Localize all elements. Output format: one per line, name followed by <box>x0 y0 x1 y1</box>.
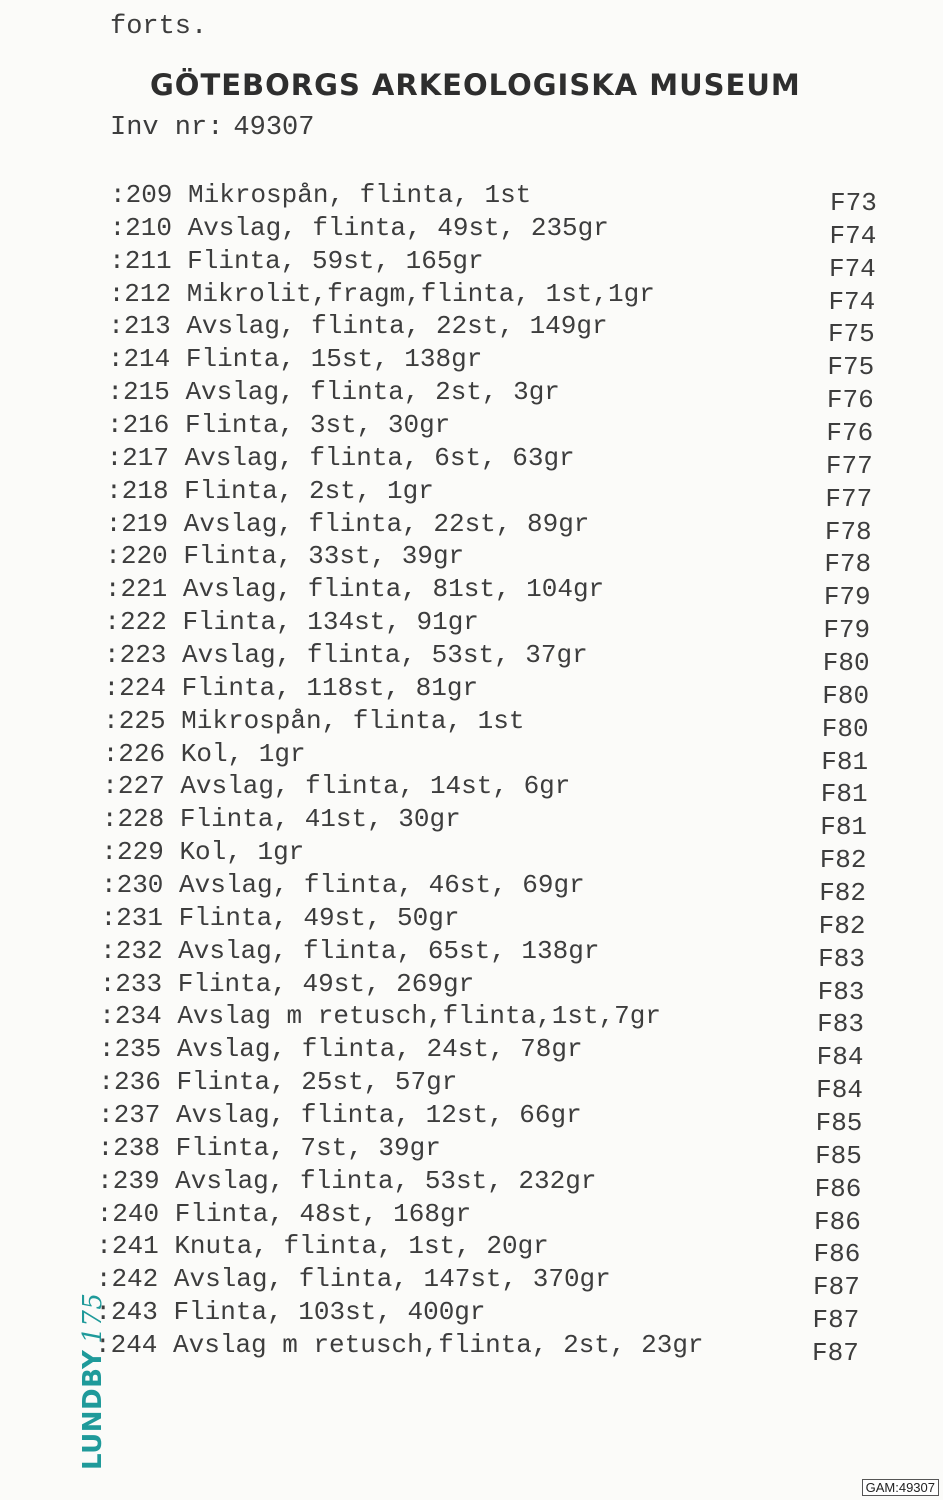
entry-number: :212 <box>108 278 172 309</box>
site-stamp-number: 175 <box>78 1292 108 1344</box>
find-code: F85 <box>815 1140 862 1171</box>
entry-number: :219 <box>105 508 169 539</box>
entry-description: Flinta, 3st, 30gr <box>185 410 451 440</box>
entry-number: :227 <box>102 771 165 802</box>
entry-description: Avslag, flinta, 24st, 78gr <box>176 1034 583 1065</box>
site-stamp <box>44 1275 108 1475</box>
entry-number: :235 <box>98 1034 162 1065</box>
inventory-label: Inv nr: <box>110 113 224 143</box>
entry-description: Avslag, flinta, 49st, 235gr <box>187 212 609 243</box>
entry-description: Flinta, 33st, 39gr <box>183 541 465 572</box>
entry-description: Avslag, flinta, 22st, 89gr <box>183 508 590 539</box>
continuation-note: forts. <box>110 12 208 42</box>
entry-description: Flinta, 49st, 50gr <box>178 902 460 933</box>
museum-title: GÖTEBORGS ARKEOLOGISKA MUSEUM <box>150 68 801 102</box>
entry-number: :228 <box>101 804 165 835</box>
find-code: F78 <box>824 549 872 580</box>
entry-description: Avslag, flinta, 53st, 232gr <box>175 1165 597 1196</box>
find-code: F86 <box>814 1173 862 1204</box>
find-code: F77 <box>825 450 873 481</box>
find-code: F80 <box>821 713 869 744</box>
entry-number: :222 <box>104 607 167 638</box>
entry-number: :226 <box>102 738 166 769</box>
site-stamp-text: LUNDBY <box>78 1349 108 1470</box>
entry-number: :217 <box>106 442 169 473</box>
find-code: F83 <box>818 943 865 974</box>
entry-description: Avslag, flinta, 14st, 6gr <box>180 771 571 802</box>
entry-number: :229 <box>101 837 164 868</box>
find-code: F74 <box>829 220 877 251</box>
find-code: F87 <box>813 1272 860 1303</box>
entry-number: :223 <box>104 640 167 670</box>
find-code: F73 <box>830 188 877 218</box>
entry-number: :231 <box>100 902 163 933</box>
entry-number: :211 <box>109 245 172 276</box>
find-code: F78 <box>824 516 872 547</box>
entry-number: :234 <box>99 1001 162 1032</box>
entry-number: :224 <box>103 672 166 703</box>
entry-description: Knuta, flinta, 1st, 20gr <box>174 1231 549 1262</box>
entry-description: Flinta, 2st, 1gr <box>184 475 434 506</box>
entry-number: :238 <box>97 1132 160 1163</box>
entry-number: :225 <box>103 705 166 736</box>
entry-description: Avslag, flinta, 6st, 63gr <box>184 442 575 473</box>
find-code: F82 <box>819 878 866 908</box>
entry-description: Flinta, 103st, 400gr <box>173 1297 486 1328</box>
entry-number: :209 <box>110 180 173 210</box>
find-code: F81 <box>820 812 868 843</box>
find-code: F84 <box>816 1042 864 1073</box>
find-code: F82 <box>818 910 866 941</box>
find-code: F81 <box>821 746 869 777</box>
entry-number: :236 <box>98 1067 161 1098</box>
entry-description: Avslag m retusch,flinta,1st,7gr <box>177 1001 661 1032</box>
entry-description: Kol, 1gr <box>179 837 305 868</box>
entry-number: :216 <box>107 410 170 440</box>
entry-number: :240 <box>96 1198 160 1229</box>
entry-description: Flinta, 7st, 39gr <box>175 1132 441 1163</box>
entry-description: Avslag, flinta, 53st, 37gr <box>182 640 588 670</box>
entry-number: :215 <box>107 377 170 408</box>
entry-description: Avslag, flinta, 12st, 66gr <box>176 1100 582 1130</box>
entry-description: Flinta, 118st, 81gr <box>181 672 479 703</box>
find-code: F86 <box>814 1206 861 1237</box>
entry-description: Avslag, flinta, 81st, 104gr <box>182 574 605 605</box>
entry-description: Flinta, 15st, 138gr <box>185 344 483 375</box>
entry-description: Flinta, 134st, 91gr <box>182 607 479 638</box>
entry-description: Avslag, flinta, 147st, 370gr <box>173 1264 611 1295</box>
find-code: F79 <box>823 615 871 646</box>
entry-number: :214 <box>107 344 171 375</box>
find-code: F80 <box>822 648 870 678</box>
find-code: F75 <box>827 352 875 383</box>
entry-description: Avslag, flinta, 2st, 3gr <box>185 377 560 408</box>
entry-description: Avslag, flinta, 46st, 69gr <box>179 870 585 900</box>
find-code: F85 <box>815 1108 863 1138</box>
find-code: F86 <box>813 1239 861 1270</box>
find-code: F76 <box>826 385 874 416</box>
entry-description: Flinta, 59st, 165gr <box>187 245 484 276</box>
entry-description: Flinta, 48st, 168gr <box>174 1198 472 1229</box>
entry-number: :244 <box>95 1330 158 1360</box>
entry-number: :221 <box>104 574 168 605</box>
entry-description: Mikrospån, flinta, 1st <box>188 180 532 210</box>
find-code: F84 <box>816 1075 863 1106</box>
reference-label: GAM:49307 <box>862 1479 939 1496</box>
entry-number: :233 <box>99 968 163 999</box>
find-code: F87 <box>812 1338 859 1368</box>
find-code: F77 <box>825 483 873 514</box>
find-code: F83 <box>817 1009 864 1040</box>
entry-number: :241 <box>96 1231 159 1262</box>
find-code: F79 <box>823 582 871 613</box>
entry-description: Avslag, flinta, 65st, 138gr <box>178 935 600 966</box>
find-code: F74 <box>828 253 876 284</box>
find-code: F75 <box>827 319 875 350</box>
entry-number: :230 <box>101 870 164 900</box>
find-code: F82 <box>819 845 867 876</box>
find-code: F74 <box>828 286 876 317</box>
entry-number: :237 <box>98 1100 161 1130</box>
entry-number: :239 <box>97 1165 160 1196</box>
find-code: F81 <box>820 779 868 810</box>
entry-number: :232 <box>100 935 163 966</box>
entry-number: :243 <box>95 1297 158 1328</box>
entry-description: Flinta, 49st, 269gr <box>177 968 475 999</box>
entry-number: :220 <box>105 541 168 572</box>
entry-number: :218 <box>106 475 169 506</box>
entry-number: :213 <box>108 311 171 342</box>
find-code: F83 <box>817 976 865 1007</box>
entry-description: Flinta, 41st, 30gr <box>179 804 461 835</box>
entry-description: Avslag, flinta, 22st, 149gr <box>186 311 608 342</box>
find-code: F76 <box>826 418 874 448</box>
entry-description: Mikrolit,fragm,flinta, 1st,1gr <box>186 278 655 309</box>
entry-description: Avslag m retusch,flinta, 2st, 23gr <box>173 1330 704 1360</box>
entry-description: Kol, 1gr <box>180 738 306 769</box>
entry-number: :242 <box>95 1264 159 1295</box>
find-code: F87 <box>812 1305 860 1336</box>
entry-description: Flinta, 25st, 57gr <box>176 1067 458 1098</box>
entry-number: :210 <box>109 212 172 243</box>
entry-description: Mikrospån, flinta, 1st <box>181 705 525 736</box>
find-code: F80 <box>822 680 870 711</box>
inventory-number: 49307 <box>233 113 315 143</box>
